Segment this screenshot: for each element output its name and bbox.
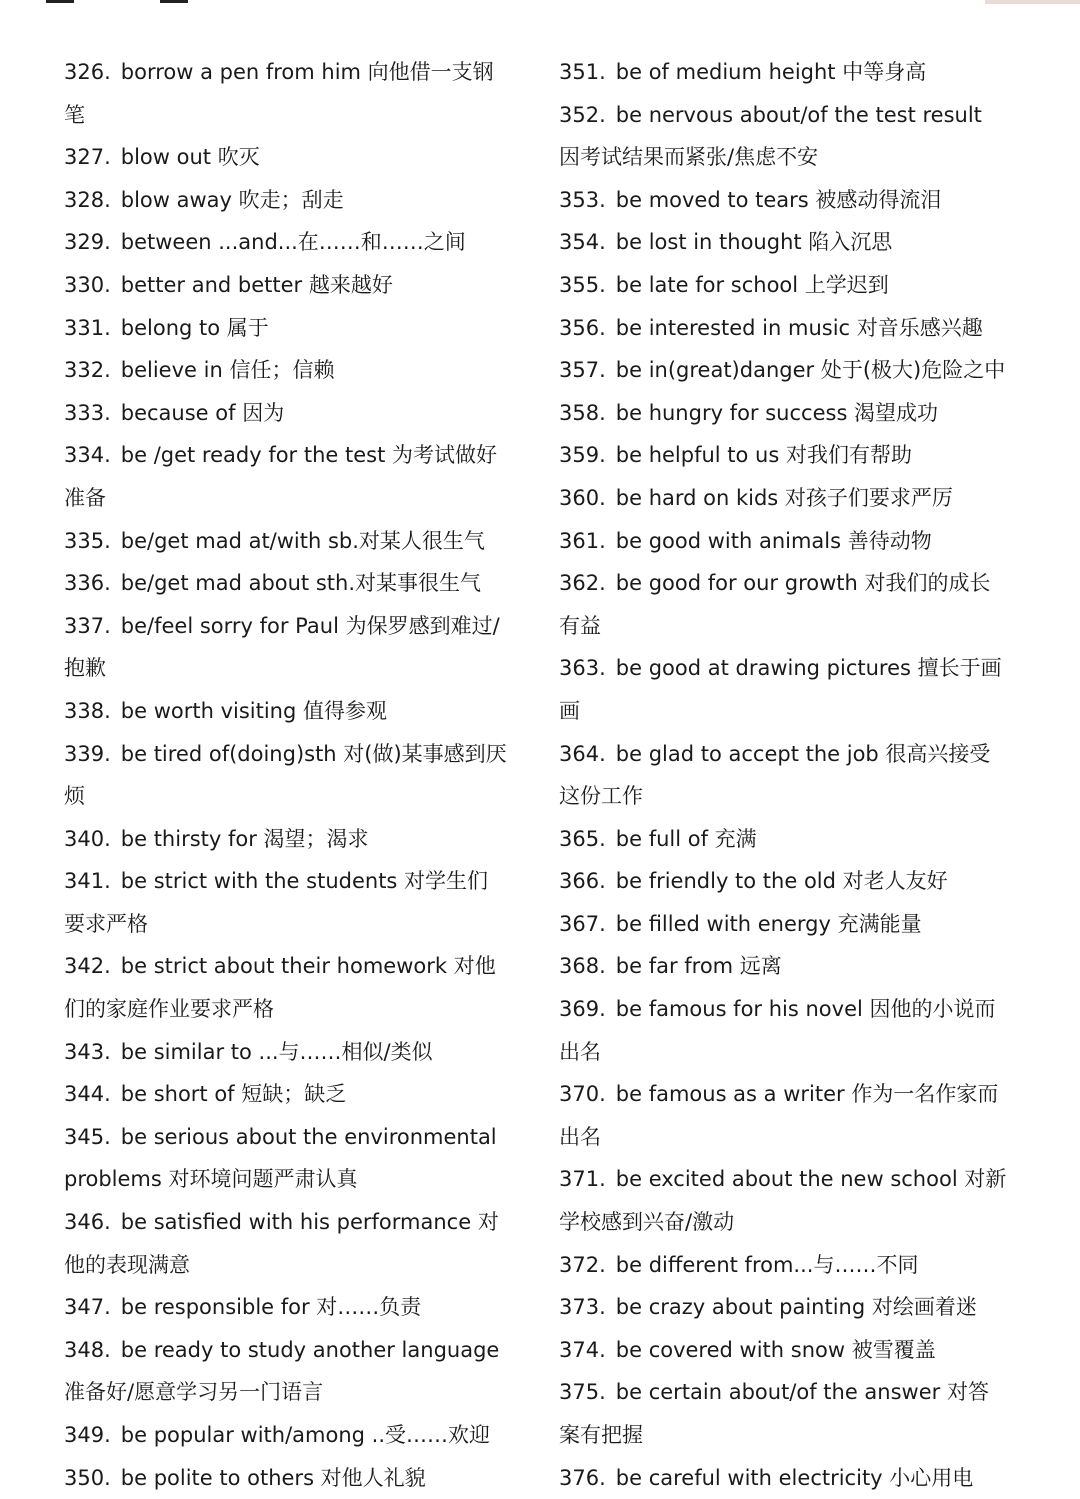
list-item (559, 1158, 1009, 1243)
item-number: 368. (559, 954, 606, 979)
list-item (64, 818, 509, 861)
item-number: 361. (559, 528, 606, 553)
list-item (64, 1201, 509, 1286)
item-number: 372. (559, 1252, 606, 1277)
list-item (559, 1244, 1009, 1287)
item-text: be different from...与……不同 (615, 1252, 919, 1277)
item-text: borrow a pen from him 向他借一支钢笔 (64, 60, 494, 127)
left-column (64, 51, 509, 1499)
item-number: 359. (559, 443, 606, 468)
item-number: 329. (64, 230, 111, 255)
item-number: 331. (64, 315, 111, 340)
item-number: 340. (64, 826, 111, 851)
list-item (559, 1073, 1009, 1158)
list-item (64, 434, 509, 519)
list-item (559, 221, 1009, 264)
item-number: 338. (64, 698, 111, 723)
item-text: be good for our growth 对我们的成长有益 (559, 571, 991, 638)
list-item (64, 690, 509, 733)
item-number: 369. (559, 997, 606, 1022)
item-text: be serious about the environmental problems 对环境问题严肃认真 (64, 1124, 497, 1192)
item-number: 370. (559, 1082, 606, 1107)
list-item (64, 733, 509, 818)
item-number: 363. (559, 656, 606, 681)
list-item (64, 1457, 509, 1499)
list-item (559, 860, 1009, 903)
item-number: 344. (64, 1082, 111, 1107)
item-text: be glad to accept the job 很高兴接受这份工作 (559, 741, 991, 809)
list-item (64, 1073, 509, 1116)
item-number: 356. (559, 315, 606, 340)
item-text: be full of 充满 (615, 826, 757, 851)
item-number: 355. (559, 272, 606, 297)
item-text: be excited about the new school 对新学校感到兴奋/激动 (559, 1167, 1007, 1235)
item-number: 336. (64, 571, 111, 596)
item-number: 342. (64, 954, 111, 979)
list-item (559, 392, 1009, 435)
list-item (559, 94, 1009, 179)
item-text: be moved to tears 被感动得流泪 (615, 187, 942, 212)
list-item (64, 1116, 509, 1201)
item-number: 339. (64, 741, 111, 766)
item-number: 346. (64, 1210, 111, 1235)
item-number: 353. (559, 187, 606, 212)
list-item (64, 860, 509, 945)
item-text: be ready to study another language 准备好/愿意学习另一门语言 (64, 1337, 500, 1405)
list-item (64, 264, 509, 307)
list-item (64, 1414, 509, 1457)
item-text: be nervous about/of the test result 因考试结果而紧张/焦虑不安 (559, 102, 982, 170)
item-text: blow away 吹走；刮走 (120, 187, 344, 212)
item-text: be hard on kids 对孩子们要求严厉 (615, 485, 953, 510)
item-text: be good at drawing pictures 擅长于画画 (559, 656, 1002, 723)
item-text: blow out 吹灭 (120, 145, 260, 170)
item-text: between ...and...在……和……之间 (120, 230, 466, 255)
item-text: be/get mad about sth.对某事很生气 (120, 571, 482, 596)
item-text: be late for school 上学迟到 (615, 272, 889, 297)
list-item (64, 179, 509, 222)
item-text: be certain about/of the answer 对答案有把握 (559, 1380, 989, 1447)
item-number: 358. (559, 400, 606, 425)
item-number: 347. (64, 1295, 111, 1320)
item-text: be polite to others 对他人礼貌 (120, 1465, 426, 1490)
item-text: be strict about their homework 对他们的家庭作业要求严格 (64, 954, 496, 1022)
item-text: be thirsty for 渴望；渴求 (120, 826, 369, 851)
item-text: be/feel sorry for Paul 为保罗感到难过/抱歉 (64, 613, 500, 681)
item-text: be tired of(doing)sth 对(做)某事感到厌烦 (64, 741, 507, 809)
item-text: be famous for his novel 因他的小说而出名 (559, 997, 996, 1064)
item-text: be responsible for 对……负责 (120, 1295, 422, 1320)
list-item (559, 945, 1009, 988)
item-text: be similar to ...与……相似/类似 (120, 1039, 433, 1064)
list-item (559, 520, 1009, 563)
item-number: 327. (64, 145, 111, 170)
list-item (559, 1286, 1009, 1329)
list-item (559, 1371, 1009, 1456)
item-number: 333. (64, 400, 111, 425)
list-item (64, 136, 509, 179)
list-item (64, 1329, 509, 1414)
list-item (64, 392, 509, 435)
list-item (559, 264, 1009, 307)
item-text: be helpful to us 对我们有帮助 (615, 443, 912, 468)
item-number: 354. (559, 230, 606, 255)
item-text: be satisfied with his performance 对他的表现满意 (64, 1210, 499, 1277)
list-item (559, 1329, 1009, 1372)
item-number: 348. (64, 1337, 111, 1362)
item-text: be careful with electricity 小心用电 (615, 1465, 974, 1490)
item-text: better and better 越来越好 (120, 272, 393, 297)
item-text: be crazy about painting 对绘画着迷 (615, 1295, 977, 1320)
item-number: 376. (559, 1465, 606, 1490)
item-text: be popular with/among ..受……欢迎 (120, 1423, 490, 1447)
item-number: 332. (64, 358, 111, 383)
list-item (64, 562, 509, 605)
list-item (559, 307, 1009, 350)
item-number: 341. (64, 869, 111, 894)
item-number: 367. (559, 911, 606, 936)
item-number: 349. (64, 1423, 111, 1447)
list-item (64, 1031, 509, 1074)
list-item (64, 945, 509, 1030)
item-text: be filled with energy 充满能量 (615, 911, 922, 936)
item-number: 373. (559, 1295, 606, 1320)
item-number: 360. (559, 485, 606, 510)
item-text: be/get mad at/with sb.对某人很生气 (120, 528, 485, 553)
item-text: be far from 远离 (615, 954, 782, 979)
item-text: be friendly to the old 对老人友好 (615, 869, 948, 894)
item-number: 345. (64, 1124, 111, 1149)
item-number: 328. (64, 187, 111, 212)
item-number: 365. (559, 826, 606, 851)
item-text: be lost in thought 陷入沉思 (615, 230, 893, 255)
list-item (64, 307, 509, 350)
list-item (559, 647, 1009, 732)
item-number: 351. (559, 60, 606, 84)
item-number: 362. (559, 571, 606, 596)
list-item (64, 1286, 509, 1329)
item-number: 374. (559, 1337, 606, 1362)
list-item (64, 51, 509, 136)
list-item (559, 477, 1009, 520)
item-text: belong to 属于 (120, 315, 269, 340)
item-text: be interested in music 对音乐感兴趣 (615, 315, 983, 340)
list-item (559, 818, 1009, 861)
item-text: believe in 信任；信赖 (120, 358, 335, 383)
item-text: be /get ready for the test 为考试做好准备 (64, 443, 498, 510)
list-item (64, 605, 509, 690)
right-column (559, 51, 1009, 1499)
list-item (64, 349, 509, 392)
item-number: 375. (559, 1380, 606, 1405)
item-number: 326. (64, 60, 111, 84)
list-item (559, 179, 1009, 222)
list-item (559, 733, 1009, 818)
corner-shade (985, 0, 1080, 4)
item-text: be good with animals 善待动物 (615, 528, 932, 553)
item-number: 335. (64, 528, 111, 553)
list-item (559, 903, 1009, 946)
item-number: 343. (64, 1039, 111, 1064)
item-number: 357. (559, 358, 606, 383)
item-text: be short of 短缺；缺乏 (120, 1082, 347, 1107)
item-number: 371. (559, 1167, 606, 1192)
list-item (559, 1457, 1009, 1499)
item-text: be strict with the students 对学生们要求严格 (64, 869, 489, 936)
item-number: 334. (64, 443, 111, 468)
list-item (64, 520, 509, 563)
item-number: 366. (559, 869, 606, 894)
item-number: 350. (64, 1465, 111, 1490)
item-text: be of medium height 中等身高 (615, 60, 927, 84)
item-number: 364. (559, 741, 606, 766)
item-text: be famous as a writer 作为一名作家而出名 (559, 1082, 999, 1149)
item-number: 352. (559, 102, 606, 127)
item-text: be covered with snow 被雪覆盖 (615, 1337, 936, 1362)
item-number: 337. (64, 613, 111, 638)
list-item (559, 349, 1009, 392)
list-item (64, 221, 509, 264)
list-item (559, 562, 1009, 647)
top-edge-mark (46, 0, 74, 3)
list-item (559, 988, 1009, 1073)
item-text: be in(great)danger 处于(极大)危险之中 (615, 358, 1006, 383)
item-text: be worth visiting 值得参观 (120, 698, 387, 723)
item-text: be hungry for success 渴望成功 (615, 400, 939, 425)
list-item (559, 434, 1009, 477)
item-text: because of 因为 (120, 400, 285, 425)
list-item (559, 51, 1009, 94)
item-number: 330. (64, 272, 111, 297)
top-edge-mark (160, 0, 188, 3)
